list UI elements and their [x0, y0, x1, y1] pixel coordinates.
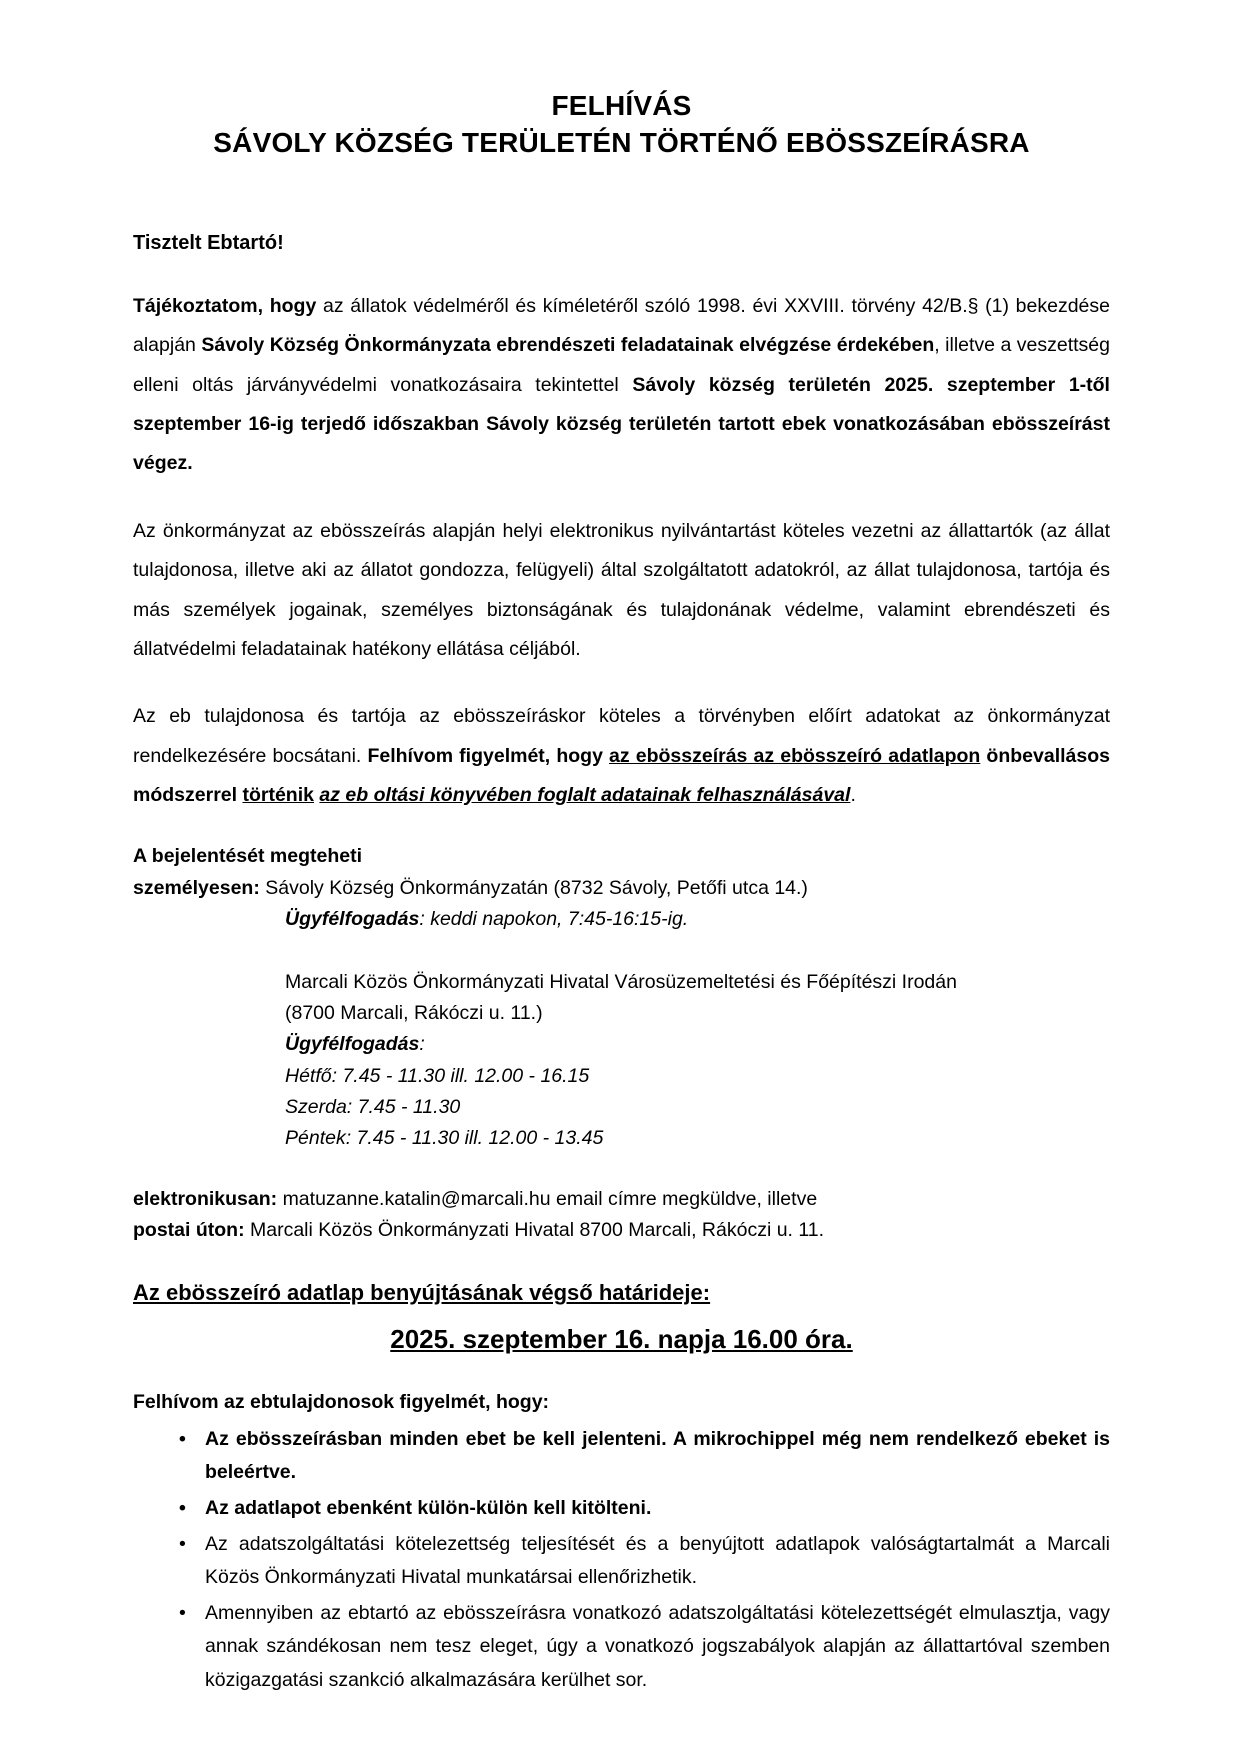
deadline-heading-text: Az ebösszeíró adatlap benyújtásának végső határideje:: [133, 1280, 711, 1306]
deadline-value-text: 2025. szeptember 16. napja 16.00 óra.: [390, 1324, 853, 1355]
in-person-label: személyesen:: [133, 876, 260, 899]
salutation: Tisztelt Ebtartó!: [133, 231, 284, 254]
deadline-heading: [133, 1276, 1110, 1309]
paragraph-registry: Az önkormányzat az ebösszeírás alapján helyi elektronikus nyilvántartást köteles vezetni az állattartók (az állat tulajdonosa, illetve aki az állatot gondozza, felügyeli) által szolgáltatott adatokról, az állat tulajdonosa, tartója és más személyek jogainak, személyes biztonságának és tulajdonának védelme, valamint ebrendészeti és állatvédelmi feladatainak hatékony ellátása céljából.: [133, 519, 1110, 660]
office2-hours-label: Ügyfélfogadás: [285, 1033, 420, 1056]
bullet-item-verification: • Az adatszolgáltatási kötelezettség teljesítését és a benyújtott adatlapok valóságtartalmát a Marcali Közös Önkormányzati Hivatal munkatársai ellenőrizhetik.: [171, 1528, 1110, 1595]
paragraph-obligation: Az eb tulajdonosa és tartója az ebösszeíráskor köteles a törvényben előírt adatokat az önkormányzat rendelkezésére bocsátani. Felhívom figyelmét, hogy az ebösszeírás az ebösszeíró adatlapon önbevallásos módszerrel történik az eb oltási könyvében foglalt adatainak felhasználásával.: [133, 705, 1110, 807]
notice-heading: Felhívom az ebtulajdonosok figyelmét, hogy:: [133, 1390, 550, 1413]
reporting-in-person-line: [133, 873, 1110, 904]
other-channels-block: [133, 1184, 1110, 1246]
office1-hours-label: Ügyfélfogadás: [285, 907, 420, 930]
deadline-value: [133, 1319, 1110, 1359]
paragraph-intro: Tájékoztatom, hogy az állatok védelméről és kíméletéről szóló 1998. évi XXVIII. törvény 42/B.§ (1) bekezdése alapján Sávoly Község Önkormányzata ebrendészeti feladatainak elvégzése érdekében, illetve a veszettség elleni oltás járványvédelmi vonatkozásaira tekintettel Sávoly község területén 2025. szeptember 1-től szeptember 16-ig terjedő időszakban Sávoly község területén tartott ebek vonatkozásában ebösszeírást végez.: [133, 294, 1110, 475]
bullet-item-separate-forms: • Az adatlapot ebenként külön-külön kell kitölteni.: [171, 1492, 1110, 1526]
office1-hours-line: [285, 904, 1110, 935]
document-title: [133, 88, 1110, 162]
office2-hours-friday: Péntek: 7.45 - 11.30 ill. 12.00 - 13.45: [285, 1126, 604, 1149]
electronic-line: [133, 1184, 1110, 1215]
electronic-label: elektronikusan:: [133, 1188, 278, 1211]
office2-address: (8700 Marcali, Rákóczi u. 11.): [285, 1002, 543, 1025]
office2-hours-colon: :: [419, 1033, 425, 1056]
reporting-heading: A bejelentését megteheti: [133, 845, 363, 868]
postal-text: Marcali Közös Önkormányzati Hivatal 8700 Marcali, Rákóczi u. 11.: [250, 1219, 825, 1242]
office2-hours-wednesday: Szerda: 7.45 - 11.30: [285, 1095, 461, 1118]
office2-block: [285, 967, 1110, 1154]
bullet-item-report-all-dogs: • Az ebösszeírásban minden ebet be kell jelenteni. A mikrochippel még nem rendelkező ebeket is beleértve.: [171, 1423, 1110, 1490]
office2-name: Marcali Közös Önkormányzati Hivatal Városüzemeltetési és Főépítészi Irodán: [285, 970, 957, 993]
electronic-text: matuzanne.katalin@marcali.hu email címre megküldve, illetve: [282, 1188, 818, 1211]
office2-hours-monday: Hétfő: 7.45 - 11.30 ill. 12.00 - 16.15: [285, 1064, 590, 1087]
in-person-text: Sávoly Község Önkormányzatán (8732 Sávoly, Petőfi utca 14.): [265, 876, 808, 899]
title-line-1: FELHÍVÁS: [551, 90, 692, 121]
postal-label: postai úton:: [133, 1219, 245, 1242]
title-line-2: SÁVOLY KÖZSÉG TERÜLETÉN TÖRTÉNŐ EBÖSSZEÍRÁSRA: [213, 126, 1030, 158]
bullet-item-sanctions: • Amennyiben az ebtartó az ebösszeírásra vonatkozó adatszolgáltatási kötelezettségét elmulasztja, vagy annak szándékosan nem tesz eleget, úgy a vonatkozó jogszabályok alapján az állattartóval szemben közigazgatási szankció alkalmazására kerülhet sor.: [171, 1597, 1110, 1698]
office2-hours-heading: [285, 1029, 1110, 1060]
notice-bullet-list: [133, 1423, 1110, 1697]
office1-hours-text: : keddi napokon, 7:45-16:15-ig.: [419, 907, 689, 930]
postal-line: [133, 1215, 1110, 1246]
